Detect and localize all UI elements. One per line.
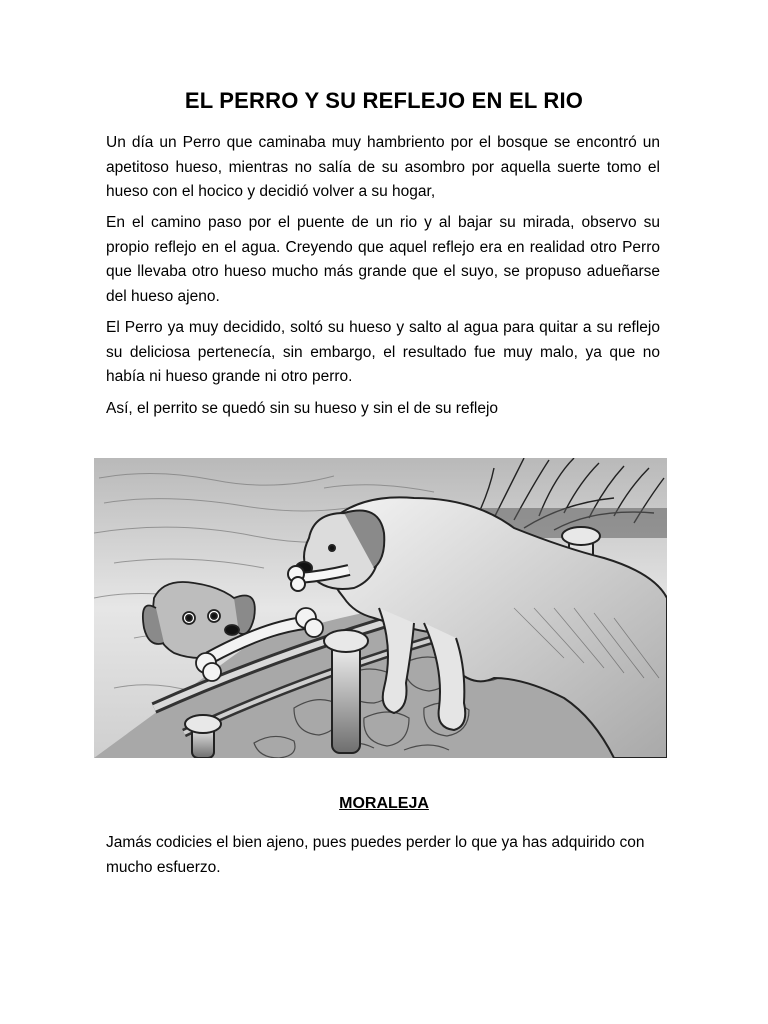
story-title: EL PERRO Y SU REFLEJO EN EL RIO — [184, 88, 584, 113]
moral-heading: MORALEJA — [339, 795, 429, 812]
paragraph-3: El Perro ya muy decidido, soltó su hueso y salto al agua para quitar a su reflejo su deliciosa pertenecía, sin embargo, el resultado fue muy malo, ya que no había ni hueso grande ni otro perro. — [106, 319, 660, 385]
paragraph-2: En el camino paso por el puente de un rio y al bajar su mirada, observo su propio reflejo en el agua. Creyendo que aquel reflejo era en realidad otro Perro que llevaba otro hueso mucho más grande que el suyo, se propuso adueñarse del hueso ajeno. — [106, 214, 660, 305]
dog-reflection-illustration — [94, 458, 667, 758]
paragraph-4: Así, el perrito se quedó sin su hueso y sin el de su reflejo — [106, 400, 499, 417]
paragraph-1: Un día un Perro que caminaba muy hambriento por el bosque se encontró un apetitoso hueso, mientras no salía de su asombro por aquella suerte tomo el hueso con el hocico y decidió volver a su hogar, — [106, 134, 660, 200]
moral-text: Jamás codicies el bien ajeno, pues puedes perder lo que ya has adquirido con mucho esfuerzo. — [106, 834, 645, 876]
